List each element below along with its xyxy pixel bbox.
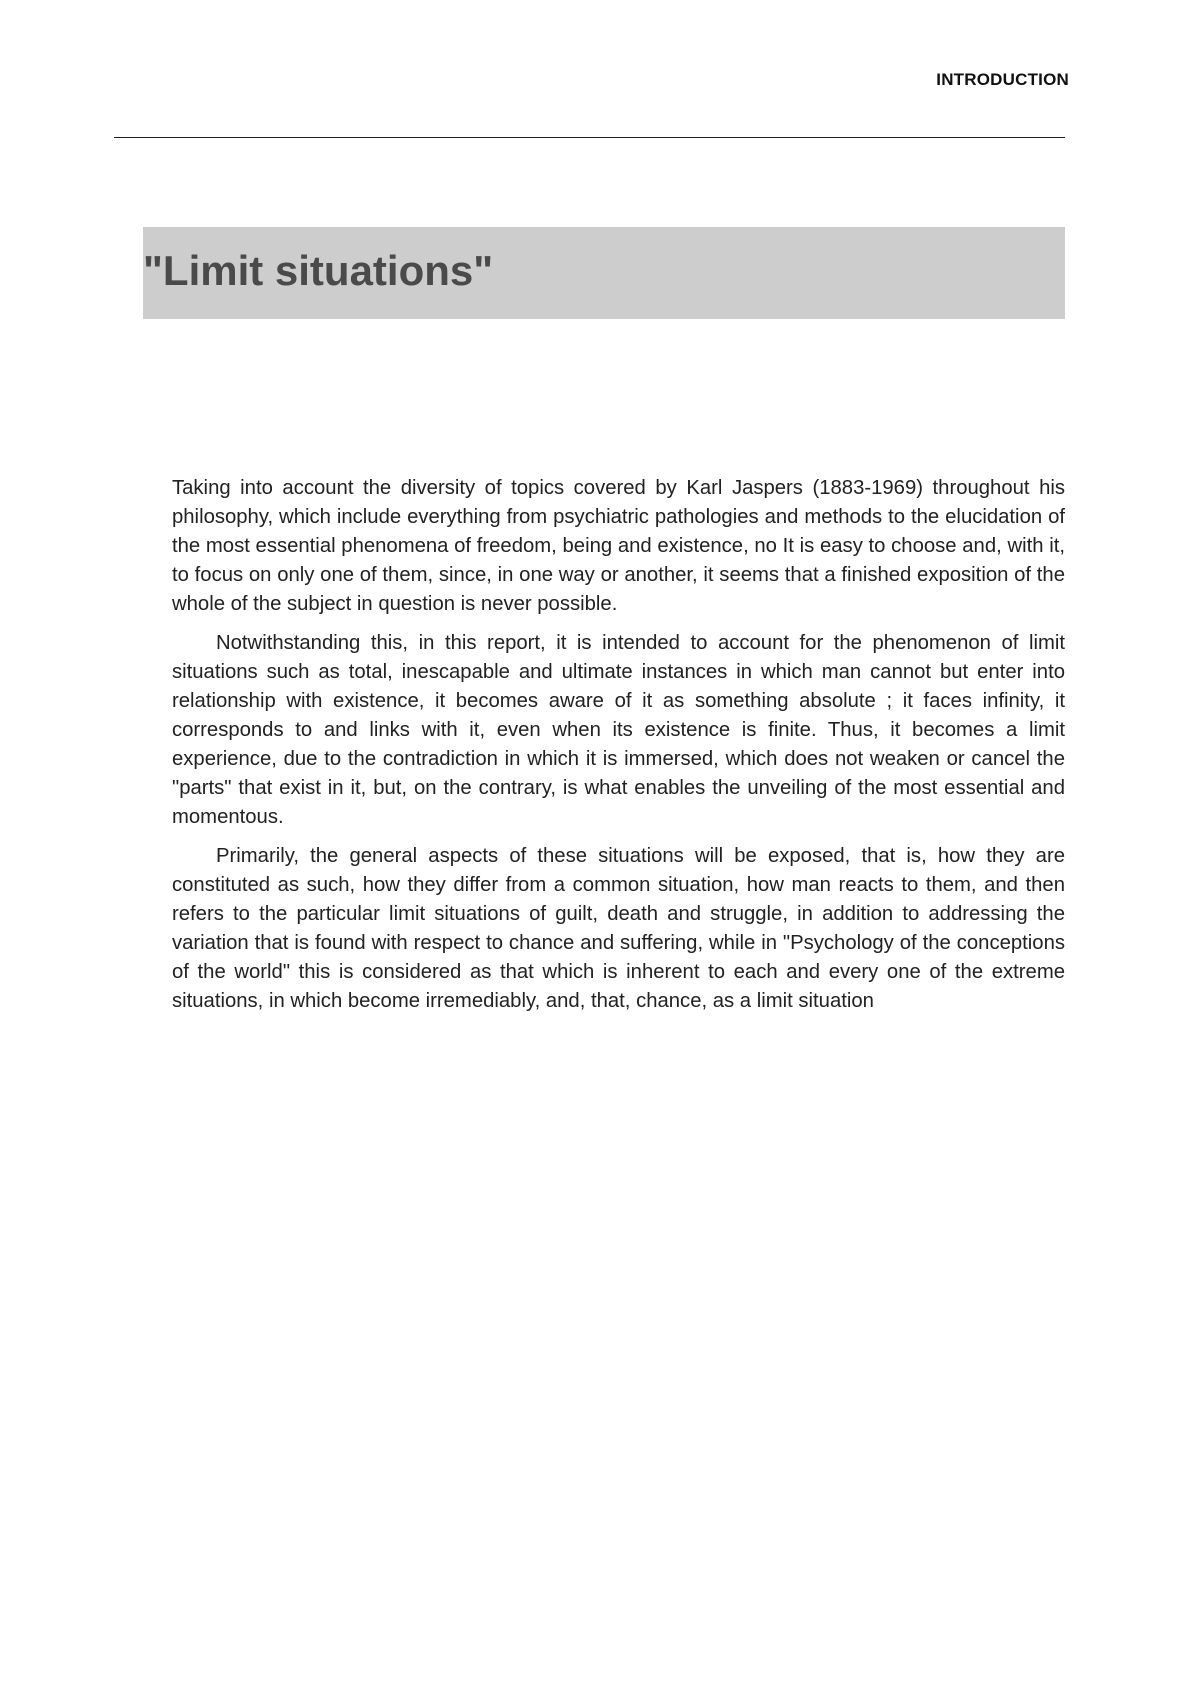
paragraph-2: Notwithstanding this, in this report, it is intended to account for the phenomenon of limit situations such as total, inescapable and ultimate instances in which man cannot but enter into relationship with existence, it becomes aware of it as something absolute ; it faces infinity, it corresponds to and links with it, even when its existence is finite. Thus, it becomes a limit experience, due to the contradiction in which it is immersed, which does not weaken or cancel the "parts" that exist in it, but, on the contrary, is what enables the unveiling of the most essential and momentous. [172, 632, 1065, 828]
running-header: INTRODUCTION [936, 70, 1069, 89]
paragraph-1: Taking into account the diversity of topics covered by Karl Jaspers (1883-1969) throughout his philosophy, which include everything from psychiatric pathologies and methods to the elucidation of the most essential phenomena of freedom, being and existence, no It is easy to choose and, with it, to focus on only one of them, since, in one way or another, it seems that a finished exposition of the whole of the subject in question is never possible. [172, 477, 1065, 615]
section-title-band [143, 227, 1065, 319]
header-rule [114, 137, 1065, 138]
paragraph-3: Primarily, the general aspects of these situations will be exposed, that is, how they are constituted as such, how they differ from a common situation, how man reacts to them, and then refers to the particular limit situations of guilt, death and struggle, in addition to addressing the variation that is found with respect to chance and suffering, while in "Psychology of the conceptions of the world" this is considered as that which is inherent to each and every one of the extreme situations, in which become irremediably, and, that, chance, as a limit situation [172, 845, 1065, 1012]
body-text [172, 474, 1065, 1026]
section-title: "Limit situations" [143, 247, 494, 294]
